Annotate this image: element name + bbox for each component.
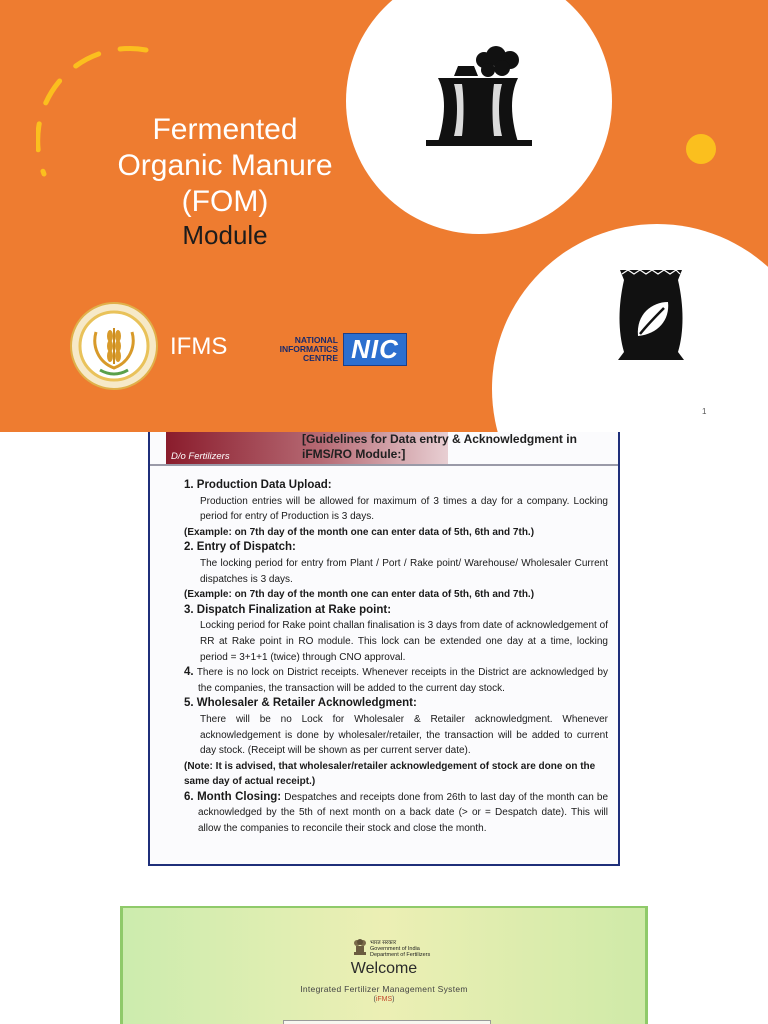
section-1-title: 1. Production Data Upload: bbox=[184, 479, 332, 491]
section-4-body: There is no lock on District receipts. Whenever receipts in the District are acknowledged by the companies, the transaction will be added to the current day stock. bbox=[196, 667, 608, 694]
abbr-open: ( bbox=[373, 996, 376, 1003]
slide-subtitle: Module bbox=[182, 220, 268, 250]
abbr-text: iFMS bbox=[375, 996, 393, 1003]
section-2-body: The locking period for entry from Plant / Port / Rake point/ Warehouse/ Wholesaler Current dispatches is 3 days. bbox=[200, 557, 608, 585]
section-3-body: Locking period for Rake point challan finalisation is 3 days from date of acknowledgement of RR at Rake point in RO module. This lock can be extended one day at a time, locking period = 3+1+1 (twice) through CNO approval. bbox=[200, 620, 608, 663]
ifms-login-screen bbox=[120, 906, 648, 1024]
section-4-title: 4. bbox=[184, 666, 194, 679]
section-3-title: 3. Dispatch Finalization at Rake point: bbox=[184, 603, 392, 616]
title-line-2: Organic Manure bbox=[117, 149, 333, 182]
nic-line-3: CENTRE bbox=[303, 353, 338, 363]
ifms-label: IFMS bbox=[170, 333, 228, 360]
emblem-line-2: Government of India bbox=[370, 946, 420, 952]
section-6-body: Despatches and receipts done from 26th to last day of the month can be acknowledged by the 5th of next month on a back date (> or = Despatch date). This will allow the companies to reconcile their stock and close the month. bbox=[198, 791, 609, 835]
section-1-body: Production entries will be allowed for maximum of 3 times a day for a company. Locking period for entry of Production is 3 days. bbox=[200, 495, 608, 523]
department-label: D/o Fertilizers bbox=[171, 451, 230, 462]
section-5-note: (Note: It is advised, that wholesaler/retailer acknowledgement of stock are done on the same day of actual receipt.) bbox=[184, 760, 596, 788]
guidelines-list bbox=[180, 478, 608, 837]
national-emblem-icon bbox=[353, 938, 367, 958]
ifms-wheat-emblem-icon bbox=[70, 302, 158, 390]
slide-title bbox=[60, 112, 390, 220]
nic-logo-mark: NIC bbox=[343, 333, 407, 366]
login-form-field[interactable] bbox=[283, 1020, 491, 1024]
nic-line-1: NATIONAL bbox=[294, 335, 338, 345]
system-name: Integrated Fertilizer Management System bbox=[300, 984, 468, 994]
document-heading: [Guidelines for Data entry & Acknowledgment in iFMS/RO Module:] bbox=[302, 432, 577, 461]
emblem-line-3: Department of Fertilizers bbox=[370, 952, 431, 958]
title-slide bbox=[0, 0, 768, 432]
guidelines-document bbox=[148, 432, 620, 866]
section-4 bbox=[184, 665, 608, 696]
yellow-dot bbox=[686, 134, 716, 164]
emblem-line-1: भारत सरकार bbox=[370, 940, 397, 946]
section-5-title: 5. Wholesaler & Retailer Acknowledgment: bbox=[184, 697, 417, 710]
system-abbreviation bbox=[123, 996, 645, 1003]
section-6-title: 6. Month Closing: bbox=[184, 790, 282, 803]
section-6 bbox=[184, 790, 609, 837]
section-2-example: (Example: on 7th day of the month one can enter data of 5th, 6th and 7th.) bbox=[184, 589, 535, 601]
fertilizer-bag-leaf-icon bbox=[612, 266, 690, 364]
section-1-example: (Example: on 7th day of the month one can enter data of 5th, 6th and 7th.) bbox=[184, 526, 535, 538]
title-line-3: (FOM) bbox=[181, 185, 269, 218]
factory-icon bbox=[424, 44, 534, 148]
title-line-1: Fermented bbox=[152, 113, 298, 146]
welcome-heading: Welcome bbox=[350, 960, 418, 977]
abbr-close: ) bbox=[392, 996, 395, 1003]
heading-divider bbox=[150, 464, 618, 466]
section-2-title: 2. Entry of Dispatch: bbox=[184, 541, 296, 554]
section-5-body: There will be no Lock for Wholesaler & Retailer acknowledgment. Whenever acknowledgement is done by wholesaler/retailer, the transaction will be added to current day stock. (Receipt will be shown as per current server date). bbox=[200, 713, 608, 757]
nic-line-2: INFORMATICS bbox=[279, 344, 338, 354]
slide-page-number: 1 bbox=[702, 407, 707, 416]
emblem-caption bbox=[370, 940, 430, 958]
nic-wordmark bbox=[262, 336, 338, 363]
